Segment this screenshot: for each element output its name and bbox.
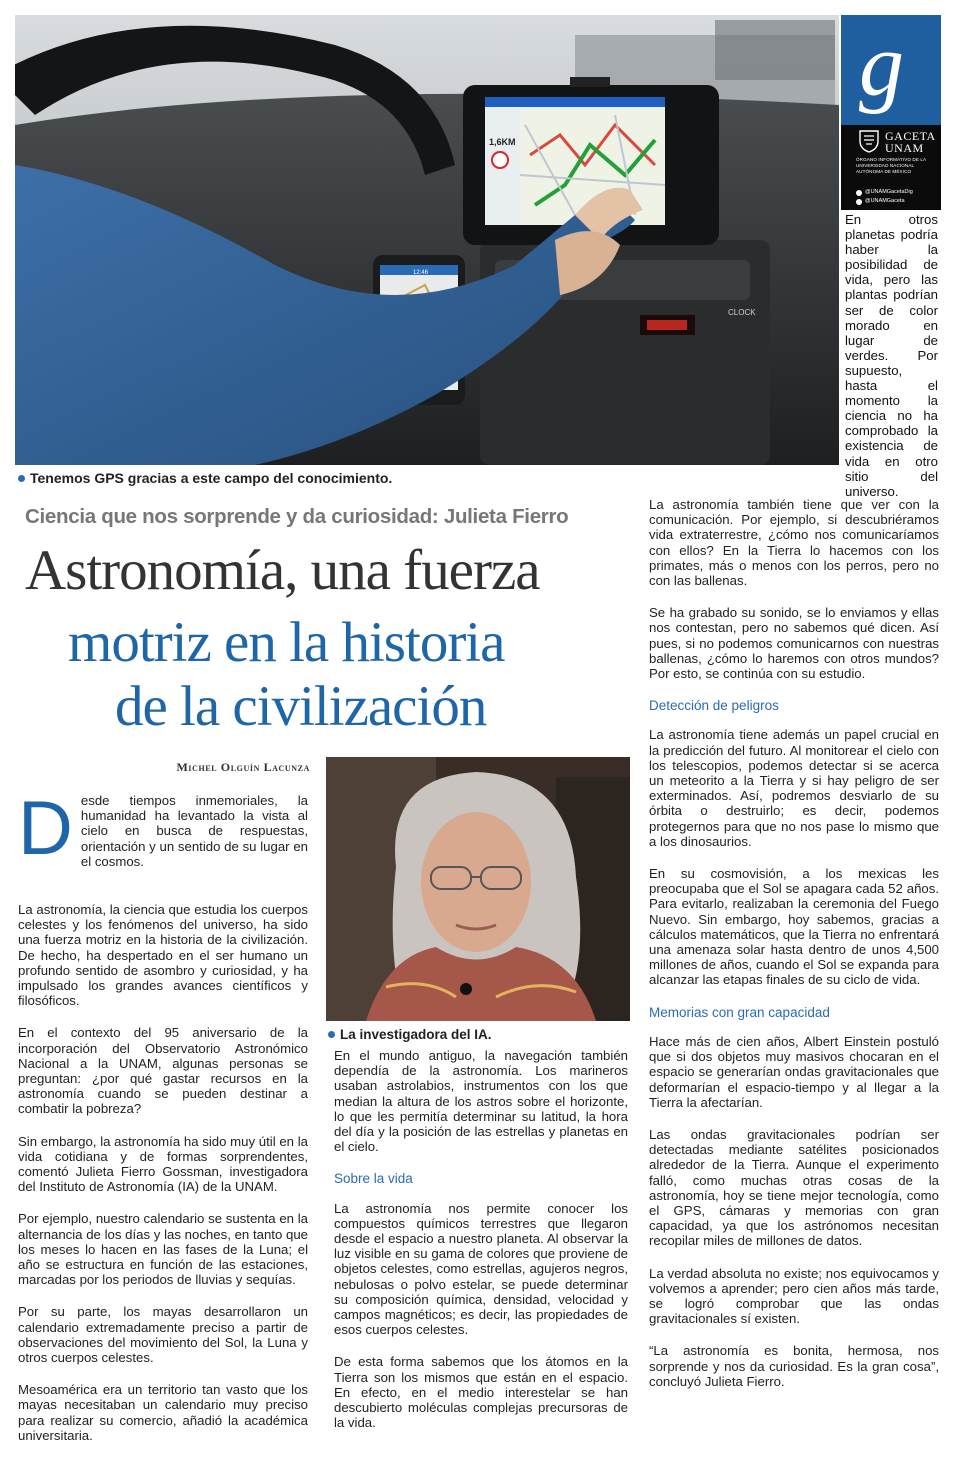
subheading-deteccion-de-peligros: Detección de peligros [649, 698, 779, 714]
researcher-portrait-photo [326, 757, 630, 1021]
subheading-sobre-la-vida: Sobre la vida [334, 1171, 413, 1187]
twitter-handle[interactable]: @UNAMGacetaDig [856, 189, 913, 196]
car-dashboard-illustration [15, 15, 839, 465]
article-column-1 [18, 786, 308, 1460]
portrait-caption: La investigadora del IA. [328, 1027, 492, 1042]
kicker: Ciencia que nos sorprende y da curiosidad: Julieta Fierro [25, 505, 569, 528]
gaceta-name: GACETA UNAM [885, 129, 936, 155]
drop-cap: D [18, 786, 73, 871]
photo-caption: Tenemos GPS gracias a este campo del conocimiento. [18, 470, 392, 486]
gaceta-unam-masthead [841, 15, 941, 210]
paragraph: La astronomía también tiene que ver con la comunicación. Por ejemplo, si descubriéramos vida extraterrestre, ¿cómo nos comunicaríamos con ellos? En la Tierra lo hacemos con los primates, más o menos con los perros, pero no con las ballenas. [649, 497, 939, 589]
clock-label: CLOCK [728, 308, 756, 317]
paragraph: Hace más de cien años, Albert Einstein postuló que si dos objetos muy masivos chocaran en el espacio se generarían ondas gravitacionales que deformarían el espacio-tiempo y al llegar a la Tierra la afectarían. [649, 1033, 939, 1110]
paragraph: Las ondas gravitacionales podrían ser detectadas mediante satélites posicionados alrededor de la Tierra. Aunque el experimento falló, como muchas otras cosas de la astronomía, hoy se tiene mejor tecnología, como el GPS, cámaras y memorias con gran capacidad, ya que los astrónomos necesitan recopilar miles de millones de datos. [649, 1126, 939, 1249]
unam-shield-icon [857, 129, 881, 153]
gaceta-logo [841, 15, 941, 125]
svg-text:g: g [859, 23, 904, 115]
paragraph: Mesoamérica era un territorio tan vasto que los mayas necesitaban un calendario muy preciso para realizar su comercio, añadió la académica universitaria. [18, 1382, 308, 1443]
headline-line-1: Astronomía, una fuerza [25, 539, 540, 602]
gaceta-description: ÓRGANO INFORMATIVO DE LA UNIVERSIDAD NACIONAL AUTÓNOMA DE MÉXICO [856, 157, 926, 174]
paragraph: Por ejemplo, nuestro calendario se sustenta en la alternancia de los días y las noches, en tanto que los meses lo hacen en las fases de la Luna; el año se estructura en función de las estaciones, marcadas por los periodos de lluvias y sequías. [18, 1211, 308, 1288]
caption-bullet-icon [328, 1031, 335, 1038]
paragraph: De esta forma sabemos que los átomos en la Tierra son los mismos que están en el espacio. En efecto, en el medio interestelar se han descubierto moléculas complejas precursoras de la vida. [334, 1354, 628, 1431]
paragraph: La astronomía, la ciencia que estudia los cuerpos celestes y los fenómenos del universo, ha sido una fuerza motriz en la historia de la civilización. De hecho, ha despertado en el ser humano un profundo sentido de asombro y curiosidad, y ha impulsado los grandes avances científicos y filosóficos. [18, 902, 308, 1009]
article-column-3 [649, 497, 939, 1406]
caption-bullet-icon [18, 475, 25, 482]
portrait-illustration [326, 757, 630, 1021]
gaceta-g-logo-icon [849, 23, 933, 117]
facebook-icon [856, 199, 862, 205]
byline: Michel Olguín Lacunza [176, 760, 310, 774]
paragraph: “La astronomía es bonita, hermosa, nos sorprende y nos da curiosidad. Es la gran cosa”, concluyó Julieta Fierro. [649, 1343, 939, 1389]
headline-line-2: motriz en la historia [68, 611, 505, 674]
headline-line-3: de la civilización [115, 675, 487, 738]
paragraph: En su cosmovisión, a los mexicas les preocupaba que el Sol se apagara cada 52 años. Para evitarlo, realizaban la ceremonia del Fuego Nuevo. Sin embargo, hoy sabemos, gracias a cálculos matemáticos, que la Tierra no enfrentará una amenaza solar hasta dentro de unos 4,500 millones de años, cuando el Sol se expanda para alcanzar las etapas finales de su ciclo de vida. [649, 866, 939, 988]
paragraph: Por su parte, los mayas desarrollaron un calendario extremadamente preciso a partir de observaciones del movimiento del Sol, la Luna y otros cuerpos celestes. [18, 1304, 308, 1366]
paragraph: En el contexto del 95 aniversario de la incorporación del Observatorio Astronómico Nacional a la UNAM, algunas personas se preguntan: ¿por qué gastar recursos en la astronomía cuando se pueden destinar a combatir la pobreza? [18, 1025, 308, 1117]
facebook-handle[interactable]: @UNAMGaceta [856, 198, 905, 205]
lead-paragraph: esde tiempos inmemoriales, la humanidad ha levantado la vista al cielo en busca de respuestas, orientación y un sentido de su lugar en el cosmos. [80, 793, 308, 869]
gps-distance: 1,6KM [489, 137, 516, 147]
paragraph: La verdad absoluta no existe; nos equivocamos y volvemos a aprender; pero cien años más tarde, se logró comprobar que las ondas gravitacionales sí existen. [649, 1265, 939, 1327]
paragraph: La astronomía nos permite conocer los compuestos químicos terrestres que llegaron desde el espacio a nuestro planeta. Al observar la luz visible en su gama de colores que proviene de objetos celestes, como estrellas, agujeros negros, nebulosas o polvo estelar, se puede determinar su composición química, densidad, velocidad y campos magnéticos; es decir, las propiedades de esos cuerpos celestes. [334, 1200, 628, 1338]
side-note: En otros planetas podría haber la posibilidad de vida, pero las plantas podrían ser de color morado en lugar de verdes. Por supuesto, hasta el momento la ciencia no ha comprobado la existencia de vida en otro sitio del universo. [845, 212, 938, 499]
paragraph: Sin embargo, la astronomía ha sido muy útil en la vida cotidiana y de formas sorprendentes, comentó Julieta Fierro Gossman, investigadora del Instituto de Astronomía (IA) de la UNAM. [18, 1133, 308, 1195]
article-column-2 [334, 1048, 628, 1447]
subheading-memorias: Memorias con gran capacidad [649, 1004, 830, 1020]
gps-car-photo [15, 15, 839, 465]
paragraph: La astronomía tiene además un papel crucial en la predicción del futuro. Al monitorear el cielo con los telescopios, podemos detectar si se acerca un meteorito a la Tierra y si hay peligro de ser exterminados. Así, podremos desviarlo de su órbita o destruirlo; es decir, podemos protegernos para que no nos pase lo mismo que a los dinosaurios. [649, 727, 939, 849]
paragraph: Se ha grabado su sonido, se lo enviamos y ellas nos contestan, pero no sabemos qué dicen. Así pues, si no podemos comunicarnos con nuestras ballenas, ¿cómo lo haremos con otros mundos? Por esto, se continúa con su estudio. [649, 605, 939, 682]
twitter-icon [856, 190, 862, 196]
paragraph: En el mundo antiguo, la navegación también dependía de la astronomía. Los marineros usaban astrolabios, instrumentos con los que median la altura de los astros sobre el horizonte, lo que les permitía determinar su latitud, la hora del día y la posición de las estrellas y planetas en el cielo. [334, 1048, 628, 1155]
phone-time: 12:46 [413, 270, 429, 276]
